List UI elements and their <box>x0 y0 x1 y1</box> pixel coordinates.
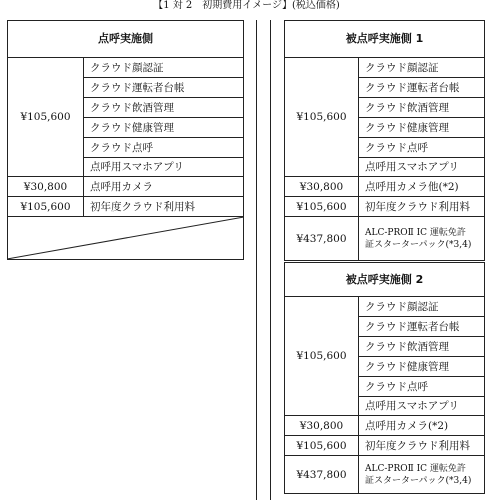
item-smartphone-app: 点呼用スマホアプリ <box>359 397 485 416</box>
starter-pack-line-1: ALC-PROⅡ IC 運転免許 <box>365 463 466 474</box>
first-year-fee-price: ¥105,600 <box>8 197 84 217</box>
item-starter-pack <box>359 456 485 494</box>
item-cloud-roll-call: クラウド点呼 <box>359 138 485 158</box>
item-camera: 点呼用カメラ(*2) <box>359 416 485 436</box>
item-first-year-fee: 初年度クラウド利用料 <box>359 436 485 456</box>
software-package-price: ¥105,600 <box>285 297 359 416</box>
item-cloud-roll-call: クラウド点呼 <box>84 138 244 158</box>
callee-side-2-header: 被点呼実施側 2 <box>285 263 485 297</box>
starter-pack-price: ¥437,800 <box>285 217 359 261</box>
item-alcohol-management: クラウド飲酒管理 <box>359 98 485 118</box>
camera-price: ¥30,800 <box>285 177 359 197</box>
item-health-management: クラウド健康管理 <box>359 118 485 138</box>
item-face-auth: クラウド顔認証 <box>359 297 485 317</box>
item-cloud-roll-call: クラウド点呼 <box>359 377 485 397</box>
callee-side-2-table <box>284 262 485 494</box>
item-first-year-fee: 初年度クラウド利用料 <box>84 197 244 217</box>
item-camera: 点呼用カメラ他(*2) <box>359 177 485 197</box>
starter-pack-line-2: 証スターターパック(*3,4) <box>365 239 472 250</box>
first-year-fee-price: ¥105,600 <box>285 197 359 217</box>
item-alcohol-management: クラウド飲酒管理 <box>84 98 244 118</box>
item-face-auth: クラウド顔認証 <box>359 58 485 78</box>
item-face-auth: クラウド顔認証 <box>84 58 244 78</box>
callee-side-1-table <box>284 20 485 261</box>
item-health-management: クラウド健康管理 <box>359 357 485 377</box>
callee-side-1-header: 被点呼実施側 1 <box>285 21 485 58</box>
first-year-fee-price: ¥105,600 <box>285 436 359 456</box>
software-package-price: ¥105,600 <box>8 58 84 177</box>
column-divider-right <box>270 20 271 500</box>
item-driver-ledger: クラウド運転者台帳 <box>359 78 485 98</box>
column-divider-left <box>256 20 257 500</box>
camera-price: ¥30,800 <box>285 416 359 436</box>
item-health-management: クラウド健康管理 <box>84 118 244 138</box>
starter-pack-line-2: 証スターターパック(*3,4) <box>365 475 472 486</box>
empty-diagonal-cell <box>7 216 244 260</box>
item-camera: 点呼用カメラ <box>84 177 244 197</box>
starter-pack-line-1: ALC-PROⅡ IC 運転免許 <box>365 227 466 238</box>
item-alcohol-management: クラウド飲酒管理 <box>359 337 485 357</box>
table-caption: 【1 対 2 初期費用イメージ】(税込価格) <box>153 0 340 11</box>
starter-pack-price: ¥437,800 <box>285 456 359 494</box>
item-smartphone-app: 点呼用スマホアプリ <box>84 158 244 177</box>
item-driver-ledger: クラウド運転者台帳 <box>84 78 244 98</box>
software-package-price: ¥105,600 <box>285 58 359 177</box>
item-driver-ledger: クラウド運転者台帳 <box>359 317 485 337</box>
item-first-year-fee: 初年度クラウド利用料 <box>359 197 485 217</box>
item-smartphone-app: 点呼用スマホアプリ <box>359 158 485 177</box>
caller-side-table <box>7 20 244 217</box>
caller-side-header: 点呼実施側 <box>8 21 244 58</box>
item-starter-pack <box>359 217 485 261</box>
camera-price: ¥30,800 <box>8 177 84 197</box>
